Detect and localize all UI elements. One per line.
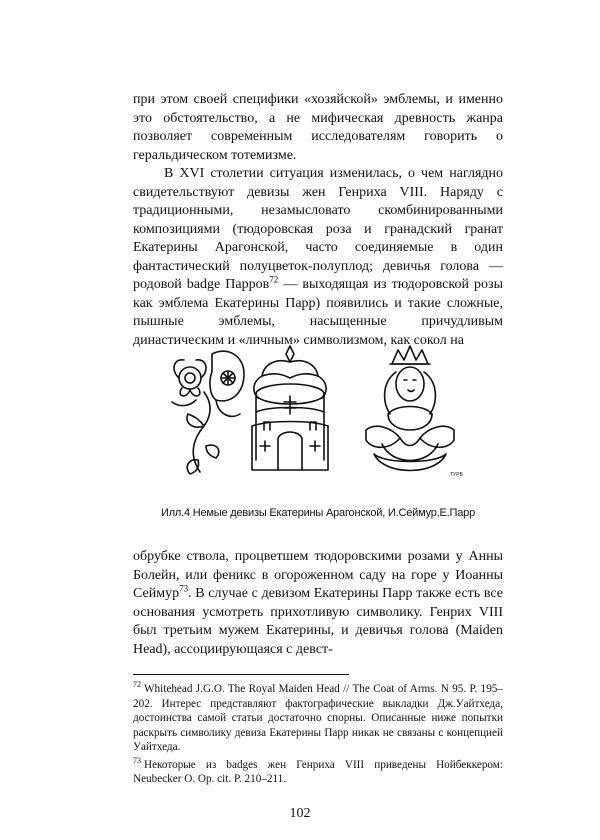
- paragraph-3: [133, 548, 503, 659]
- footnote-number: 73: [133, 755, 141, 765]
- phoenix-castle-badge-icon: [252, 346, 328, 470]
- footnote-73: [133, 755, 503, 787]
- footnotes: [133, 682, 503, 790]
- page-number: 102: [289, 806, 311, 821]
- footnote-text: Некоторые из badges жен Генриха VIII приведены Нойбеккером: Neubecker O. Op. cit. P. 210–211.: [133, 758, 503, 785]
- footnote-72: [133, 682, 503, 755]
- illustration-caption: Илл.4 Немые девизы Екатерины Арагонской, И.Сеймур,Е.Парр: [160, 507, 475, 519]
- footnote-divider: [133, 674, 349, 675]
- artist-signature: ТУРБ: [450, 472, 463, 478]
- paragraph-2-text-b: — выходящая из тюдоровской розы как эмблема Екатерины Парр) появились и такие сложные, пышные эмблемы, насыщенные причудливым династическим и «личным» символизмом, как сокол на: [133, 277, 503, 348]
- footnote-ref-73[interactable]: 73: [179, 583, 189, 594]
- paragraph-2-text-a: В XVI столетии ситуация изменилась, о чем наглядно свидетельствуют девизы жен Генриха VIII. Наряду с традиционными, незамысловато скомбинированными композициями (тюдоровская роза и гранадский гранат Екатерины Арагонской, часто соединяемые в один фантастический полуцветок-полуплод; девичья голова — родовой badge Парров: [133, 166, 503, 292]
- paragraph-2: [133, 165, 503, 350]
- badges-illustration: [160, 342, 480, 482]
- footnote-number: 72: [133, 680, 141, 690]
- footnote-ref-72[interactable]: 72: [269, 274, 279, 285]
- paragraph-3-text-a: обрубке ствола, процветшем тюдоровскими розами у Анны Болейн, или феникс в огороженном саду на горе у Иоанны Сеймур: [133, 549, 503, 601]
- footnote-text: Whitehead J.G.O. The Royal Maiden Head // The Coat of Arms. N 95. P. 195–202. Интерес представляют фактографические выкладки Дж.Уайтхеда, достоинства самой статьи достаточно спорны. Описанные ниже попытки раскрыть символику девиза Екатерины Парр никак не связаны с концепцией Уайтхеда.: [133, 683, 503, 753]
- rose-pomegranate-badge-icon: [172, 351, 244, 474]
- body-text-bottom: [133, 548, 503, 659]
- paragraph-1: при этом своей специфики «хозяйской» эмблемы, и именно это обстоятельство, а не мифическая древность жанра позволяет современным исследователям говорить о геральдическом тотемизме.: [133, 92, 503, 163]
- body-text-top: [133, 91, 503, 350]
- paragraph-3-text-b: . В случае с девизом Екатерины Парр также есть все основания усмотреть прихотливую символику. Генрих VIII был третьим мужем Екатерины, и девичья голова (Maiden Head), ассоциирующаяся с девст-: [133, 586, 503, 657]
- maiden-head-rose-badge-icon: [366, 346, 454, 471]
